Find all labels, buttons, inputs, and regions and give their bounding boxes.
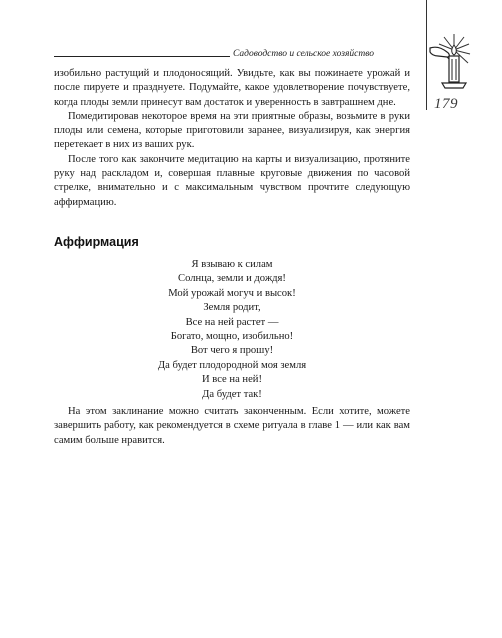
running-head: Садоводство и сельское хозяйство: [233, 49, 374, 59]
verse-line: Мой урожай могуч и высок!: [168, 287, 296, 299]
main-text: [54, 67, 410, 210]
closing-text: [54, 405, 410, 448]
paragraph: На этом заклинание можно считать законченным. Если хотите, можете завершить работу, как рекомендуется в схеме ритуала в главе 1 — или как вам самим больше нравится.: [54, 406, 410, 446]
margin-rule: [426, 0, 427, 110]
paragraph: изобильно растущий и плодоносящий. Увидьте, как вы пожинаете урожай и после пируете и празднуете. Подумайте, какое удовлетворение почувствуете, когда плоды земли принесут вам достаток и уверенность в завтрашнем дне.: [54, 68, 410, 108]
verse-line: Солнца, земли и дождя!: [178, 273, 286, 285]
verse-line: Земля родит,: [203, 302, 261, 314]
verse-line: Да будет так!: [202, 388, 262, 400]
candle-hand-icon: [428, 28, 472, 92]
section-heading: Аффирмация: [54, 235, 139, 249]
header-rule: [54, 56, 230, 57]
verse-line: И все на ней!: [201, 374, 262, 386]
verse-line: Богато, мощно, изобильно!: [170, 331, 294, 343]
verse-line: Да будет плодородной моя земля: [157, 359, 307, 371]
paragraph: После того как закончите медитацию на карты и визуализацию, протяните руку над раскладом и, совершая плавные круговые движения по часовой стрелке, внимательно и с максимальным чувством прочтите следующую аффирмацию.: [54, 153, 410, 208]
paragraph: Помедитировав некоторое время на эти приятные образы, возьмите в руки плоды или семена, которые приготовили заранее, визуализируя, как энергия перетекает в них из ваших рук.: [54, 110, 410, 151]
affirmation-verse: [54, 258, 410, 402]
verse-line: Вот чего я прошу!: [190, 345, 274, 357]
verse-line: Я взываю к силам: [191, 259, 273, 270]
verse-line: Все на ней растет —: [185, 316, 279, 328]
page-number: 179: [434, 96, 458, 112]
